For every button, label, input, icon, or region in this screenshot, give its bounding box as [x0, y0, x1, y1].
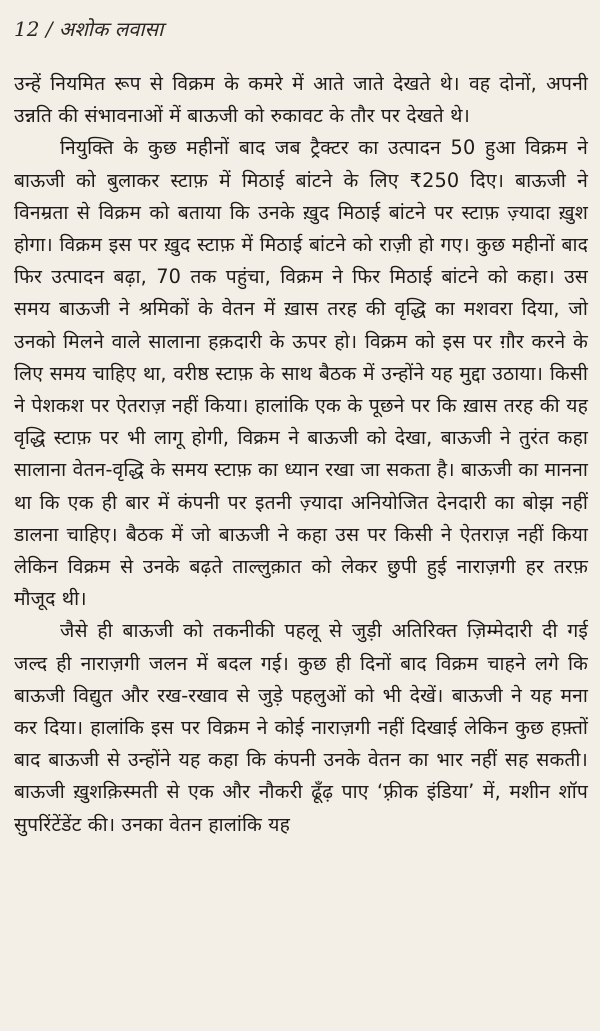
paragraph-2: नियुक्ति के कुछ महीनों बाद जब ट्रैक्टर का उत्पादन 50 हुआ विक्रम ने बाऊजी को बुलाकर स्टाफ़ में मिठाई बांटने के लिए ₹250 दिए। बाऊजी ने विनम्रता से विक्रम को बताया कि उनके ख़ुद मिठाई बांटने पर स्टाफ़ ज़्यादा ख़ुश होगा। विक्रम इस पर ख़ुद स्टाफ़ में मिठाई बांटने को राज़ी हो गए। कुछ महीनों बाद फिर उत्पादन बढ़ा, 70 तक पहुंचा, विक्रम ने फिर मिठाई बांटने को कहा। उस समय बाऊजी ने श्रमिकों के वेतन में ख़ास तरह की वृद्धि का मशवरा दिया, जो उनको मिलने वाले सालाना हक़दारी के ऊपर हो। विक्रम को इस पर ग़ौर करने के लिए समय चाहिए था, वरीष्ठ स्टाफ़ के साथ बैठक में उन्होंने यह मुद्दा उठाया। किसी ने पेशकश पर ऐतराज़ नहीं किया। हालांकि एक के पूछने पर कि ख़ास तरह की यह वृद्धि स्टाफ़ पर भी लागू होगी, विक्रम ने बाऊजी को देखा, बाऊजी ने तुरंत कहा सालाना वेतन-वृद्धि के समय स्टाफ़ का ध्यान रखा जा सकता है। बाऊजी का मानना था कि एक ही बार में कंपनी पर इतनी ज़्यादा अनियोजित देनदारी का बोझ नहीं डालना चाहिए। बैठक में जो बाऊजी ने कहा उस पर किसी ने ऐतराज़ नहीं किया लेकिन विक्रम से उनके बढ़ते ताल्लुक़ात को लेकर छुपी हुई नाराज़गी हर तरफ़ मौजूद थी। — [14, 136, 588, 611]
paragraph-1: उन्हें नियमित रूप से विक्रम के कमरे में आते जाते देखते थे। वह दोनों, अपनी उन्नति की संभावनाओं में बाऊजी को रुकावट के तौर पर देखते थे। — [14, 72, 588, 128]
body-text — [14, 68, 588, 841]
paragraph-3: जैसे ही बाऊजी को तकनीकी पहलू से जुड़ी अतिरिक्त ज़िम्मेदारी दी गई जल्द ही नाराज़गी जलन में बदल गई। कुछ ही दिनों बाद विक्रम चाहने लगे कि बाऊजी विद्युत और रख-रखाव से जुड़े पहलुओं को भी देखें। बाऊजी ने यह मना कर दिया। हालांकि इस पर विक्रम ने कोई नाराज़गी नहीं दिखाई लेकिन कुछ हफ़्तों बाद बाऊजी से उन्होंने यह कहा कि कंपनी उनके वेतन का भार नहीं सह सकती। बाऊजी ख़ुशक़िस्मती से एक और नौकरी ढूँढ़ पाए ‘फ़्रीक इंडिया’ में, मशीन शॉप सुपरिंटेंडेंट की। उनका वेतन हालांकि यह — [14, 619, 588, 836]
page-number: 12 — [14, 17, 40, 41]
running-header — [14, 14, 588, 52]
header-separator: / — [45, 17, 53, 41]
author-name: अशोक लवासा — [58, 17, 164, 41]
